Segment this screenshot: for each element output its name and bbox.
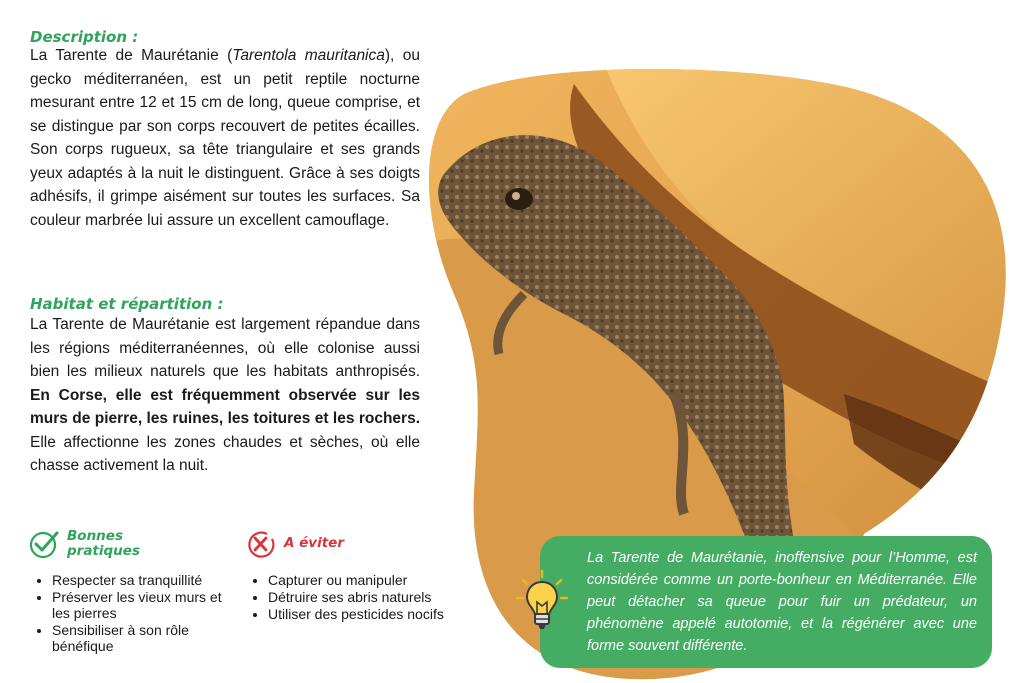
list-item: • Sensibiliser à son rôle bénéfique [52,622,227,654]
list-item: • Détruire ses abris naturels [268,589,468,605]
habitat-heading: Habitat et répartition : [30,295,224,313]
description-heading: Description : [30,28,139,46]
list-item: • Respecter sa tranquillité [52,572,227,588]
tip-text: La Tarente de Maurétanie, inoffensive pour l’Homme, est considérée comme un porte-bonheur en Méditerranée. Elle peut détacher sa queue pour fuir un prédateur, un phénomène appelé autotomie, et la régénérer avec une forme souvent différente. [587,550,977,654]
x-circle-icon [245,528,277,560]
lightbulb-icon [515,568,569,634]
good-practices-title: Bonnes pratiques [67,528,140,559]
habitat-paragraph: La Tarente de Maurétanie est largement répandue dans les régions méditerranéennes, où elle colonise aussi bien les milieux naturels que les habitats anthropisés. En Corse, elle est fréquemment observée sur les murs de pierre, les ruines, les toitures et les rochers. Elle affectionne les zones chaudes et sèches, où elle chasse activement la nuit. [30,316,420,474]
list-item: • Préserver les vieux murs et les pierres [52,589,227,621]
list-item: • Utiliser des pesticides nocifs [268,606,468,622]
avoid-title: A éviter [284,535,344,551]
description-paragraph: La Tarente de Maurétanie (Tarentola mauritanica), ou gecko méditerranéen, est un petit reptile nocturne mesurant entre 12 et 15 cm de long, queue comprise, et se distingue par son corps recouvert de petites écailles. Son corps rugueux, sa tête triangulaire et ses grands yeux adaptés à la nuit le distinguent. Grâce à ses doigts adhésifs, il grimpe aisément sur toutes les surfaces. Sa couleur marbrée lui assure un excellent camouflage. [30,47,420,229]
check-circle-icon [28,528,60,560]
list-item: • Capturer ou manipuler [268,572,468,588]
avoid-list [246,572,468,623]
good-practices-list [30,572,227,655]
